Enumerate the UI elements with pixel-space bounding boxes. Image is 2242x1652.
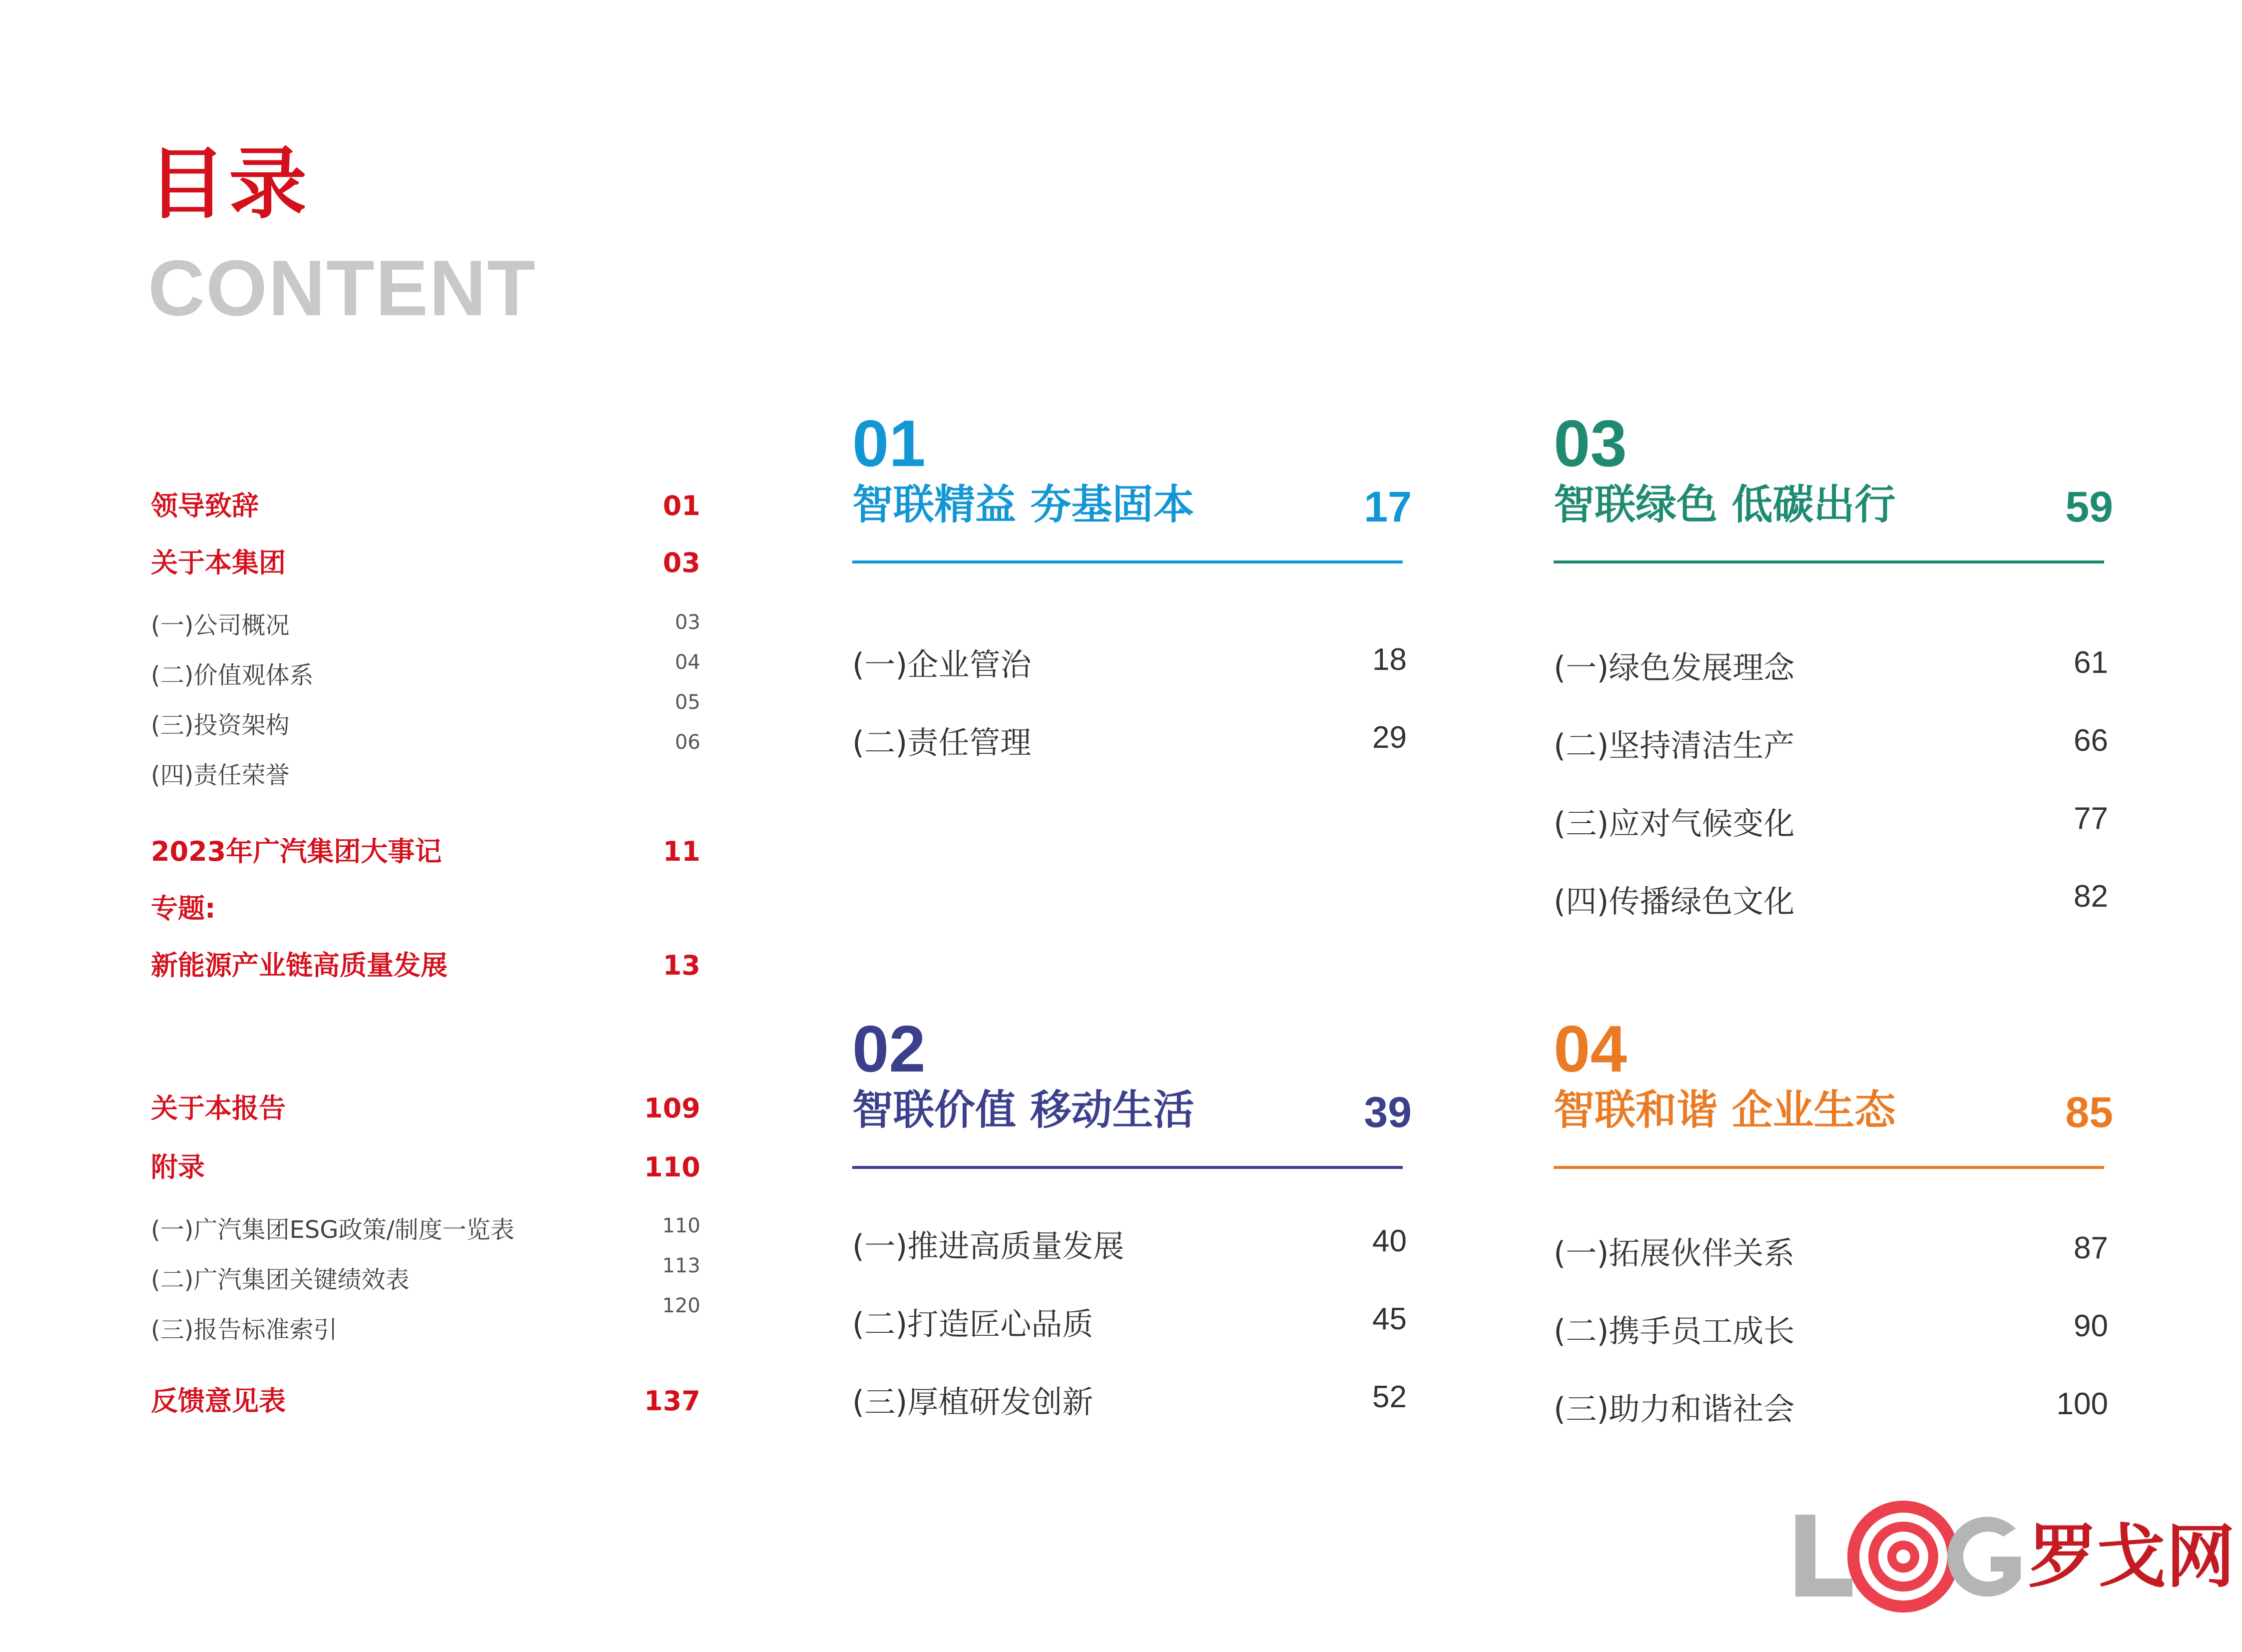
section-item-label: (二)携手员工成长 <box>1554 1313 1795 1349</box>
section-title[interactable]: 智联绿色 低碳出行 <box>1554 481 1896 529</box>
toc-subentry-label: (一)广汽集团ESG政策/制度一览表 <box>151 1216 515 1244</box>
section-item-page: 61 <box>2074 645 2108 680</box>
section-divider <box>1554 1166 2104 1169</box>
toc-entry-label: 专题: <box>151 893 216 924</box>
section-title[interactable]: 智联价值 移动生活 <box>852 1087 1194 1134</box>
toc-entry-page: 13 <box>662 950 700 981</box>
section-number: 04 <box>1554 1012 1627 1086</box>
section-item-page: 82 <box>2074 879 2108 914</box>
section-item-page: 40 <box>1372 1224 1407 1258</box>
section-item-label: (三)助力和谐社会 <box>1554 1391 1795 1427</box>
toc-subentry-label: (二)价值观体系 <box>151 661 314 689</box>
section-title[interactable]: 智联和谐 企业生态 <box>1554 1087 1896 1134</box>
section-item-label: (二)责任管理 <box>852 724 1032 761</box>
toc-entry-label: 领导致辞 <box>151 490 259 522</box>
section-number: 02 <box>852 1012 926 1086</box>
page-title-cn: 目录 <box>148 138 310 229</box>
section-item-label: (一)推进高质量发展 <box>852 1228 1124 1264</box>
toc-subentry-label: (三)投资架构 <box>151 711 290 739</box>
section-page: 39 <box>1364 1089 1412 1136</box>
section-item-label: (一)企业管治 <box>852 646 1032 683</box>
section-item-page: 52 <box>1372 1380 1407 1414</box>
section-item-page: 87 <box>2074 1231 2108 1265</box>
toc-entry-page: 01 <box>662 490 700 522</box>
section-page: 59 <box>2065 483 2113 531</box>
toc-entry-page: 109 <box>644 1093 700 1124</box>
toc-entry-label: 附录 <box>151 1151 205 1183</box>
section-divider <box>852 560 1403 563</box>
toc-entry-label: 新能源产业链高质量发展 <box>151 950 448 981</box>
toc-subentry-page: 04 <box>675 651 700 674</box>
section-item-page: 29 <box>1372 720 1407 755</box>
toc-subentry-page: 113 <box>662 1254 700 1277</box>
toc-subentry-label: (二)广汽集团关键绩效表 <box>151 1266 410 1294</box>
toc-subentry-label: (一)公司概况 <box>151 611 290 639</box>
toc-subentry-page: 06 <box>675 731 700 754</box>
section-item-page: 45 <box>1372 1302 1407 1336</box>
section-number: 03 <box>1554 407 1627 480</box>
toc-entry-page: 110 <box>644 1151 700 1183</box>
section-divider <box>1554 560 2104 563</box>
section-item-label: (一)绿色发展理念 <box>1554 649 1795 686</box>
toc-entry-page: 11 <box>662 836 700 867</box>
toc-subentry-page: 05 <box>675 691 700 714</box>
toc-entry-label: 关于本报告 <box>151 1093 286 1124</box>
section-page: 17 <box>1364 483 1412 531</box>
toc-subentry-page: 03 <box>675 611 700 634</box>
toc-subentry-label: (三)报告标准索引 <box>151 1316 338 1344</box>
toc-entry-label: 反馈意见表 <box>151 1385 286 1417</box>
section-title[interactable]: 智联精益 夯基固本 <box>852 481 1194 529</box>
page-title-en: CONTENT <box>148 244 537 332</box>
toc-entry-label: 关于本集团 <box>151 547 286 578</box>
section-item-page: 18 <box>1372 642 1407 677</box>
toc-subentry-page: 110 <box>662 1214 700 1237</box>
section-number: 01 <box>852 407 926 480</box>
section-item-label: (三)厚植研发创新 <box>852 1384 1094 1420</box>
section-item-label: (四)传播绿色文化 <box>1554 883 1795 920</box>
section-divider <box>852 1166 1403 1169</box>
section-item-label: (二)坚持清洁生产 <box>1554 727 1795 764</box>
toc-subentry-page: 120 <box>662 1294 700 1317</box>
section-item-page: 100 <box>2056 1387 2108 1421</box>
section-item-page: 77 <box>2074 801 2108 836</box>
section-item-label: (三)应对气候变化 <box>1554 805 1795 842</box>
toc-entry-page: 137 <box>644 1385 700 1417</box>
section-item-page: 90 <box>2074 1309 2108 1343</box>
section-item-page: 66 <box>2074 723 2108 758</box>
toc-entry-label: 2023年广汽集团大事记 <box>151 836 442 867</box>
section-item-label: (二)打造匠心品质 <box>852 1306 1094 1342</box>
section-page: 85 <box>2065 1089 2113 1136</box>
toc-subentry-label: (四)责任荣誉 <box>151 761 290 789</box>
section-item-label: (一)拓展伙伴关系 <box>1554 1235 1795 1271</box>
logo-cn-text: 罗戈网 <box>2028 1517 2236 1597</box>
toc-entry-page: 03 <box>662 547 700 578</box>
watermark-logo <box>1793 1494 2236 1624</box>
